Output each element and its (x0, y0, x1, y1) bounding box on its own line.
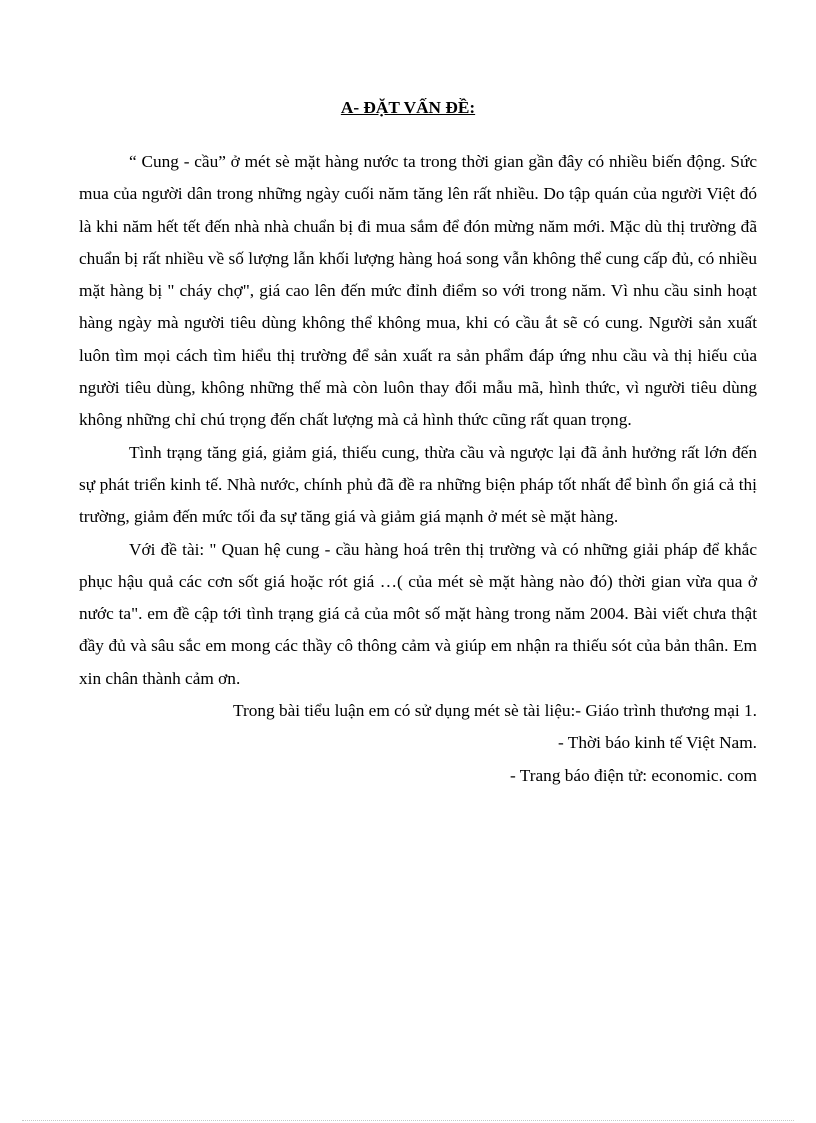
document-body (79, 146, 757, 792)
references-intro: Trong bài tiểu luận em có sử dụng mét sè tài liệu:- Giáo trình thương mại 1. (233, 701, 757, 721)
page-bottom-divider (22, 1120, 794, 1121)
reference-item: - Trang báo điện tử: economic. com (510, 765, 757, 785)
reference-item: - Thời báo kinh tế Việt Nam. (558, 733, 757, 753)
paragraph-topic: Với đề tài: " Quan hệ cung - cầu hàng hoá trên thị trường và có những giải pháp để khắc phục hậu quả các cơn sốt giá hoặc rót giá …( của mét sè mặt hàng nào đó) thời gian vừa qua ở nước ta". em đề cập tới tình trạng giá cả của môt số mặt hàng trong năm 2004. Bài viết chưa thật đầy đủ và sâu sắc em mong các thầy cô thông cảm và giúp em nhận ra thiếu sót của bản thân. Em xin chân thành cảm ơn. (79, 539, 757, 688)
section-title: A- ĐẶT VẤN ĐỀ: (340, 98, 476, 117)
paragraph-situation: Tình trạng tăng giá, giảm giá, thiếu cung, thừa cầu và ngược lại đã ảnh hưởng rất lớn đến sự phát triển kinh tế. Nhà nước, chính phủ đã đề ra những biện pháp tốt nhất để bình ổn giá cả thị trường, giảm đến mức tối đa sự tăng giá và giảm giá mạnh ở mét sè mặt hàng. (79, 442, 757, 527)
paragraph-intro: “ Cung - cầu” ở mét sè mặt hàng nước ta trong thời gian gần đây có nhiều biến động. Sức mua của người dân trong những ngày cuối năm tăng lên rất nhiều. Do tập quán của người Việt đó là khi năm hết tết đến nhà nhà chuẩn bị đi mua sắm để đón mừng năm mới. Mặc dù thị trường đã chuẩn bị rất nhiều về số lượng lẫn khối lượng hàng hoá song vẫn không thể cung cấp đủ, có nhiều mặt hàng bị " cháy chợ", giá cao lên đến mức đỉnh điểm so với trong năm. Vì nhu cầu sinh hoạt hàng ngày mà người tiêu dùng không thể không mua, khi có cầu ắt sẽ có cung. Người sản xuất luôn tìm mọi cách tìm hiểu thị trường để sản xuất ra sản phẩm đáp ứng nhu cầu và thị hiếu của người tiêu dùng, không những thế mà còn luôn thay đổi mẫu mã, hình thức, vì người tiêu dùng không những chỉ chú trọng đến chất lượng mà cả hình thức cũng rất quan trọng. (79, 152, 757, 430)
